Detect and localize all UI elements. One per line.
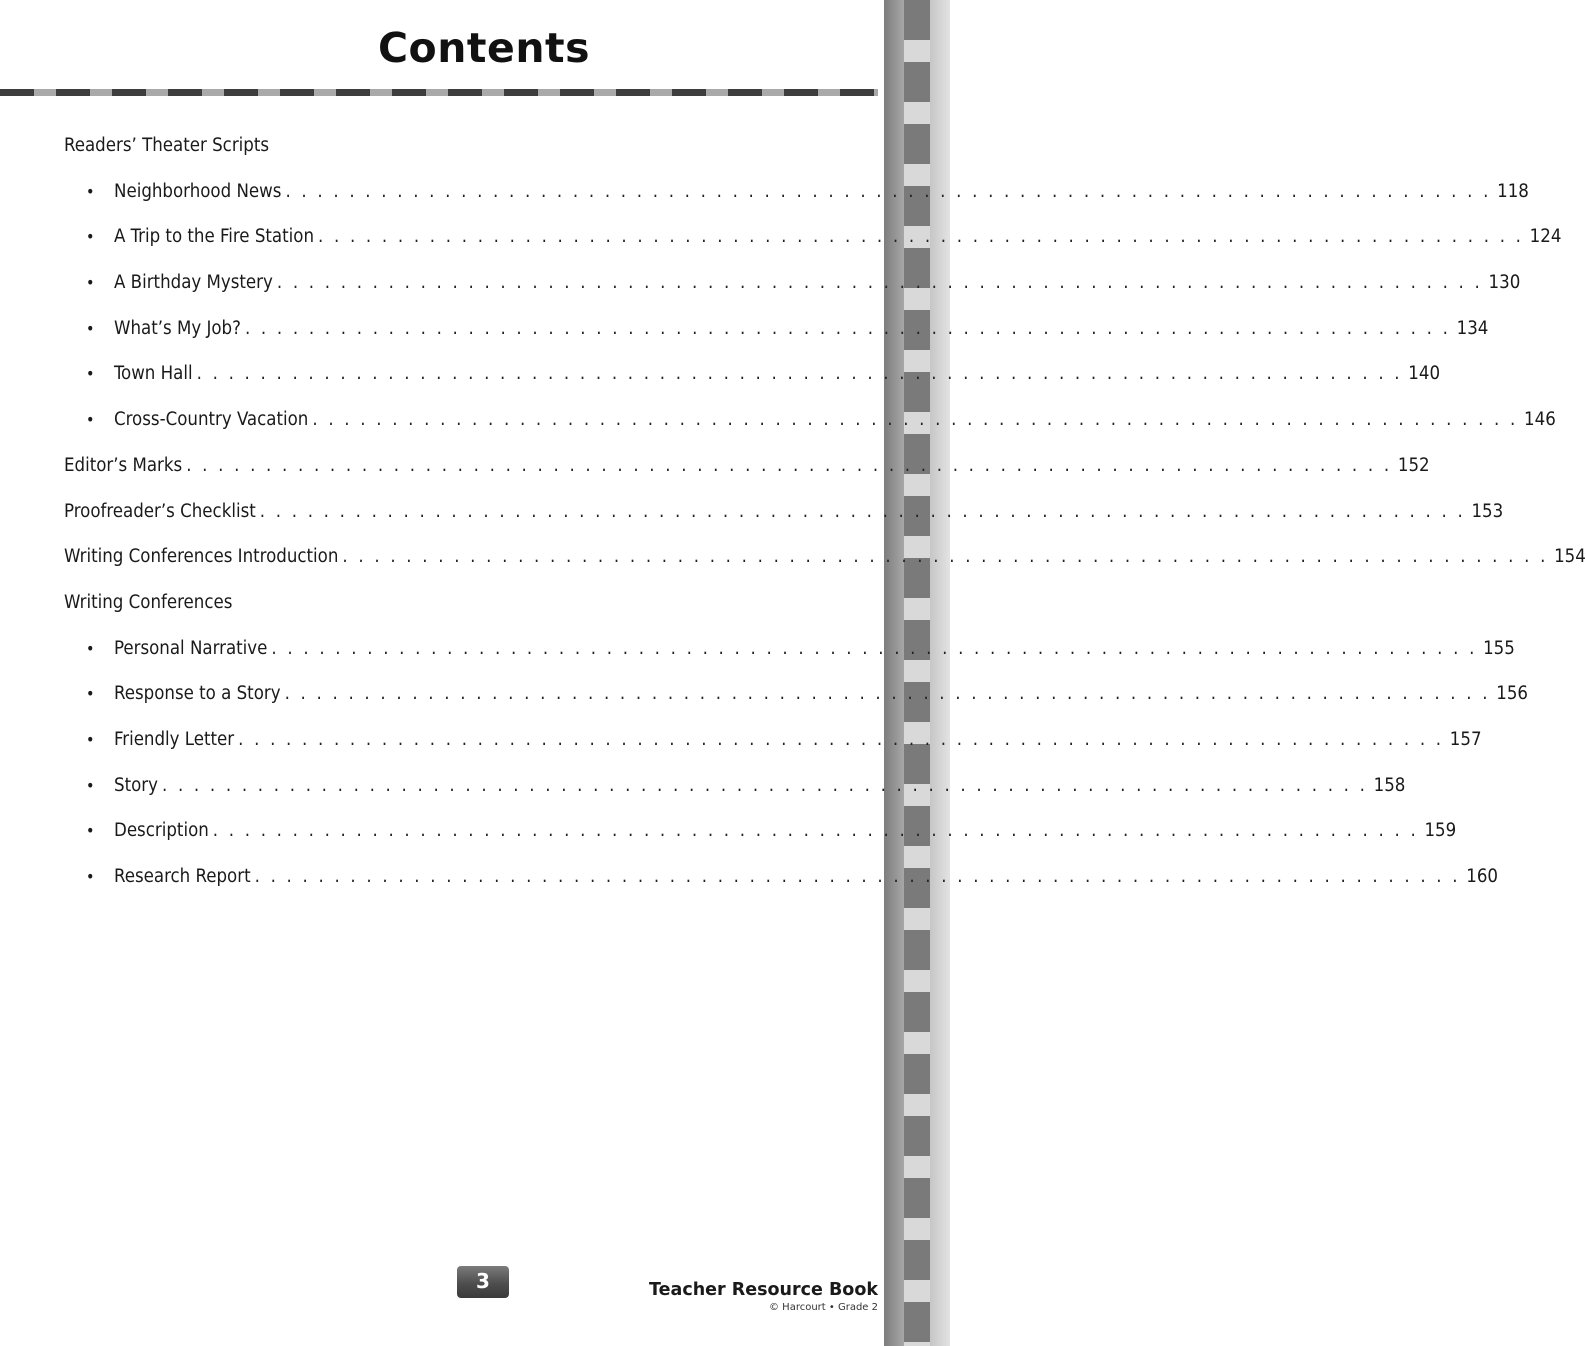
toc-entry-title: Research Report — [114, 866, 251, 887]
toc-entry-title: Readers’ Theater Scripts — [64, 135, 270, 156]
toc-entry-title: Description — [114, 820, 209, 842]
bullet-icon: • — [86, 364, 95, 384]
toc-entry-title: A Trip to the Fire Station — [114, 226, 314, 248]
toc-page-number: 134 — [1456, 317, 1489, 339]
toc-entry-title: Town Hall — [114, 363, 193, 385]
dot-leader: . . . . . . . . . . . . . . . . . . . . . . . . . . . . . . . . . . . . . . . . . . . . . . . . . . . . . . . . . . . . . . . . . . . . . . . . . . . . — [271, 637, 1478, 659]
dot-leader: . . . . . . . . . . . . . . . . . . . . . . . . . . . . . . . . . . . . . . . . . . . . . . . . . . . . . . . . . . . . . . . . . . . . . . . . . . . . — [212, 820, 1419, 842]
bullet-icon: • — [86, 775, 95, 795]
bullet-icon: • — [86, 638, 95, 658]
bullet-icon: • — [86, 821, 95, 841]
dot-leader: . . . . . . . . . . . . . . . . . . . . . . . . . . . . . . . . . . . . . . . . . . . . . . . . . . . . . . . . . . . . . . . . . . . . . . . . . . . . — [196, 363, 1403, 385]
toc-subentry — [64, 173, 1529, 219]
bullet-icon: • — [86, 867, 95, 886]
toc-page-number: 154 — [1554, 546, 1586, 568]
toc-entry-title: Proofreader’s Checklist — [64, 500, 256, 522]
toc-entry-title: Editor’s Marks — [64, 454, 183, 476]
toc-subentry — [64, 858, 1499, 904]
bullet-icon: • — [86, 181, 95, 201]
dot-leader: . . . . . . . . . . . . . . . . . . . . . . . . . . . . . . . . . . . . . . . . . . . . . . . . . . . . . . . . . . . . . . . . . . . . . . . . . . . . — [254, 866, 1461, 887]
dot-leader: . . . . . . . . . . . . . . . . . . . . . . . . . . . . . . . . . . . . . . . . . . . . . . . . . . . . . . . . . . . . . . . . . . . . . . . . . . . . — [238, 728, 1444, 750]
toc-page-number: 130 — [1488, 272, 1521, 294]
toc-entry — [64, 584, 878, 630]
toc-subentry — [64, 767, 1406, 813]
toc-page-number: 157 — [1449, 728, 1482, 750]
title-divider — [0, 89, 878, 96]
toc-page-number: 156 — [1496, 683, 1528, 705]
dot-leader: . . . . . . . . . . . . . . . . . . . . . . . . . . . . . . . . . . . . . . . . . . . . . . . . . . . . . . . . . . . . . . . . . . . . . . . . . . . . — [285, 180, 1492, 202]
page-number-badge: 3 — [457, 1266, 509, 1298]
dot-leader: . . . . . . . . . . . . . . . . . . . . . . . . . . . . . . . . . . . . . . . . . . . . . . . . . . . . . . . . . . . . . . . . . . . . . . . . . . . . — [342, 546, 1549, 568]
table-of-contents — [64, 127, 1586, 904]
toc-entry — [64, 447, 1430, 493]
toc-page-number: 124 — [1529, 226, 1562, 248]
dot-leader: . . . . . . . . . . . . . . . . . . . . . . . . . . . . . . . . . . . . . . . . . . . . . . . . . . . . . . . . . . . . . . . . . . . . . . . . . . . . — [284, 683, 1491, 705]
toc-entry-title: Writing Conferences — [64, 591, 233, 613]
toc-entry-title: Story — [114, 774, 158, 796]
dot-leader: . . . . . . . . . . . . . . . . . . . . . . . . . . . . . . . . . . . . . . . . . . . . . . . . . . . . . . . . . . . . . . . . . . . . . . . . . . . . — [276, 272, 1483, 294]
toc-page-number: 146 — [1524, 409, 1556, 431]
toc-subentry — [64, 721, 1482, 767]
bullet-icon: • — [86, 227, 95, 247]
toc-entry-title: Friendly Letter — [114, 728, 235, 750]
dot-leader: . . . . . . . . . . . . . . . . . . . . . . . . . . . . . . . . . . . . . . . . . . . . . . . . . . . . . . . . . . . . . . . . . . . . . . . . . . . . — [161, 774, 1368, 796]
footer — [649, 1279, 878, 1315]
toc-entry-title: What’s My Job? — [114, 317, 241, 339]
toc-page-number: 160 — [1466, 866, 1499, 887]
toc-entry — [64, 127, 878, 173]
toc-entry-title: Neighborhood News — [114, 180, 282, 202]
toc-page-number: 155 — [1483, 637, 1515, 659]
dot-leader: . . . . . . . . . . . . . . . . . . . . . . . . . . . . . . . . . . . . . . . . . . . . . . . . . . . . . . . . . . . . . . . . . . . . . . . . . . . . — [244, 317, 1451, 339]
bullet-icon: • — [86, 729, 95, 749]
toc-subentry — [64, 401, 1556, 447]
toc-page-number: 159 — [1424, 820, 1457, 842]
toc-subentry — [64, 264, 1521, 310]
toc-entry — [64, 493, 1504, 539]
toc-entry-title: Personal Narrative — [114, 637, 268, 659]
toc-page-number: 118 — [1497, 180, 1529, 202]
dot-leader: . . . . . . . . . . . . . . . . . . . . . . . . . . . . . . . . . . . . . . . . . . . . . . . . . . . . . . . . . . . . . . . . . . . . . . . . . . . . — [259, 500, 1466, 522]
bullet-icon: • — [86, 318, 95, 338]
bullet-icon: • — [86, 273, 95, 293]
toc-entry-title: Cross-Country Vacation — [114, 409, 309, 431]
toc-subentry — [64, 310, 1489, 356]
bullet-icon: • — [86, 684, 95, 704]
toc-page-number: 153 — [1471, 500, 1504, 522]
toc-subentry — [64, 355, 1441, 401]
dot-leader: . . . . . . . . . . . . . . . . . . . . . . . . . . . . . . . . . . . . . . . . . . . . . . . . . . . . . . . . . . . . . . . . . . . . . . . . . . . . — [186, 454, 1392, 476]
book-title: Teacher Resource Book — [649, 1280, 878, 1300]
bullet-icon: • — [86, 410, 95, 430]
toc-entry-title: A Birthday Mystery — [114, 272, 273, 294]
toc-subentry — [64, 218, 1562, 264]
dot-leader: . . . . . . . . . . . . . . . . . . . . . . . . . . . . . . . . . . . . . . . . . . . . . . . . . . . . . . . . . . . . . . . . . . . . . . . . . . . . — [312, 409, 1519, 431]
toc-subentry — [64, 675, 1528, 721]
toc-entry-title: Response to a Story — [114, 683, 281, 705]
copyright-notice: © Harcourt • Grade 2 — [769, 1302, 878, 1313]
dot-leader: . . . . . . . . . . . . . . . . . . . . . . . . . . . . . . . . . . . . . . . . . . . . . . . . . . . . . . . . . . . . . . . . . . . . . . . . . . . . — [318, 226, 1524, 248]
toc-subentry — [64, 812, 1457, 858]
toc-page-number: 152 — [1397, 454, 1430, 476]
toc-entry-title: Writing Conferences Introduction — [64, 546, 339, 568]
toc-entry — [64, 538, 1586, 584]
page-title: Contents — [377, 24, 591, 72]
toc-page-number: 158 — [1373, 774, 1406, 796]
toc-page-number: 140 — [1408, 363, 1441, 385]
toc-subentry — [64, 630, 1515, 676]
